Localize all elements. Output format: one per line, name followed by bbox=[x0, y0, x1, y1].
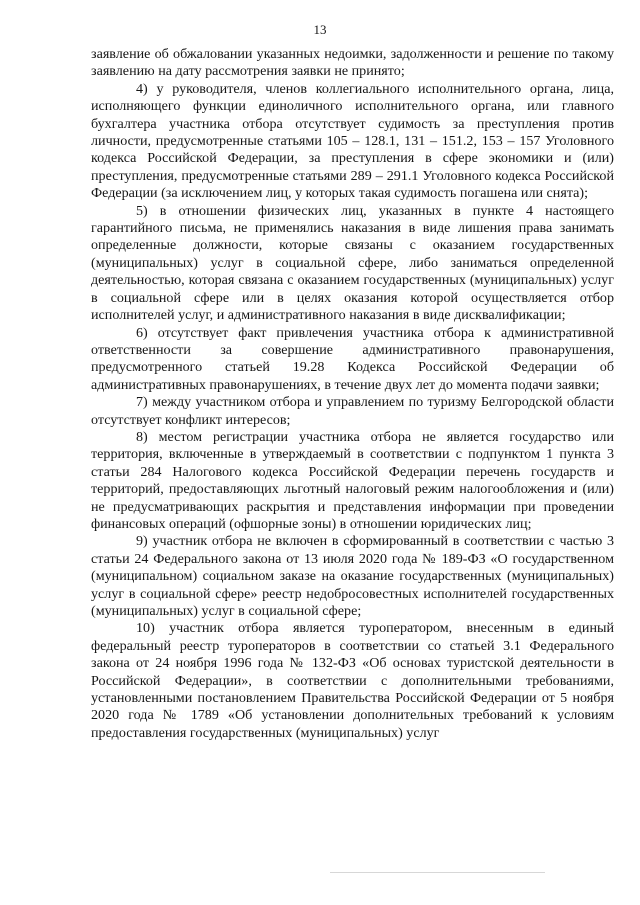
paragraph-item-7: 7) между участником отбора и управлением по туризму Белгородской области отсутствует конфликт интересов; bbox=[91, 394, 614, 428]
body-text bbox=[91, 46, 614, 742]
paragraph-continuation: заявление об обжаловании указанных недоимки, задолженности и решение по такому заявлению на дату рассмотрения заявки не принято; bbox=[91, 46, 614, 80]
paragraph-item-4: 4) у руководителя, членов коллегиального исполнительного органа, лица, исполняющего функции единоличного исполнительного органа, или главного бухгалтера участника отбора отсутствует судимость за преступления против личности, предусмотренные статьями 105 – 128.1, 131 – 151.2, 153 – 157 Уголовного кодекса Российской Федерации, за преступления в сфере экономики и (или) преступления, предусмотренные статьями 289 – 291.1 Уголовного кодекса Российской Федерации (за исключением лиц, у которых такая судимость погашена или снята); bbox=[91, 80, 614, 202]
paragraph-item-9: 9) участник отбора не включен в сформированный в соответствии с частью 3 статьи 24 Федерального закона от 13 июля 2020 года № 189-ФЗ «О государственном (муниципальном) социальном заказе на оказание государственных (муниципальных) услуг в социальной сфере» реестр недобросовестных исполнителей государственных (муниципальных) услуг в социальной сфере; bbox=[91, 533, 614, 619]
paragraph-item-5: 5) в отношении физических лиц, указанных в пункте 4 настоящего гарантийного письма, не применялись наказания в виде лишения права занимать определенные должности, которые связаны с оказанием государственных (муниципальных) услуг в социальной сфере, либо заниматься определенной деятельностью, которая связана с оказанием государственных (муниципальных) услуг в социальной сфере или в целях оказания которой осуществляется отбор исполнителей услуг, и административного наказания в виде дисквалификации; bbox=[91, 202, 614, 324]
paragraph-item-8: 8) местом регистрации участника отбора не является государство или территория, включенные в утверждаемый в соответствии с подпунктом 1 пункта 3 статьи 284 Налогового кодекса Российской Федерации перечень государств и территорий, предоставляющих льготный налоговый режим налогообложения и (или) не предусматривающих раскрытия и представления информации при проведении финансовых операций (офшорные зоны) в отношении юридических лиц; bbox=[91, 428, 614, 532]
paragraph-item-10: 10) участник отбора является туроператором, внесенным в единый федеральный реестр туроператоров в соответствии со статьей 3.1 Федерального закона от 24 ноября 1996 года № 132-ФЗ «Об основах туристской деятельности в Российской Федерации», в соответствии с дополнительными требованиями, установленными постановлением Правительства Российской Федерации от 5 ноября 2020 года № 1789 «Об установлении дополнительных требований к условиям предоставления государственных (муниципальных) услуг bbox=[91, 620, 614, 741]
page-number: 13 bbox=[313, 22, 327, 37]
paragraph-item-6: 6) отсутствует факт привлечения участника отбора к административной ответственности за совершение административного правонарушения, предусмотренного статьей 19.28 Кодекса Российской Федерации об административных правонарушениях, в течение двух лет до момента подачи заявки; bbox=[91, 324, 614, 393]
scan-artifact-line bbox=[330, 872, 545, 873]
